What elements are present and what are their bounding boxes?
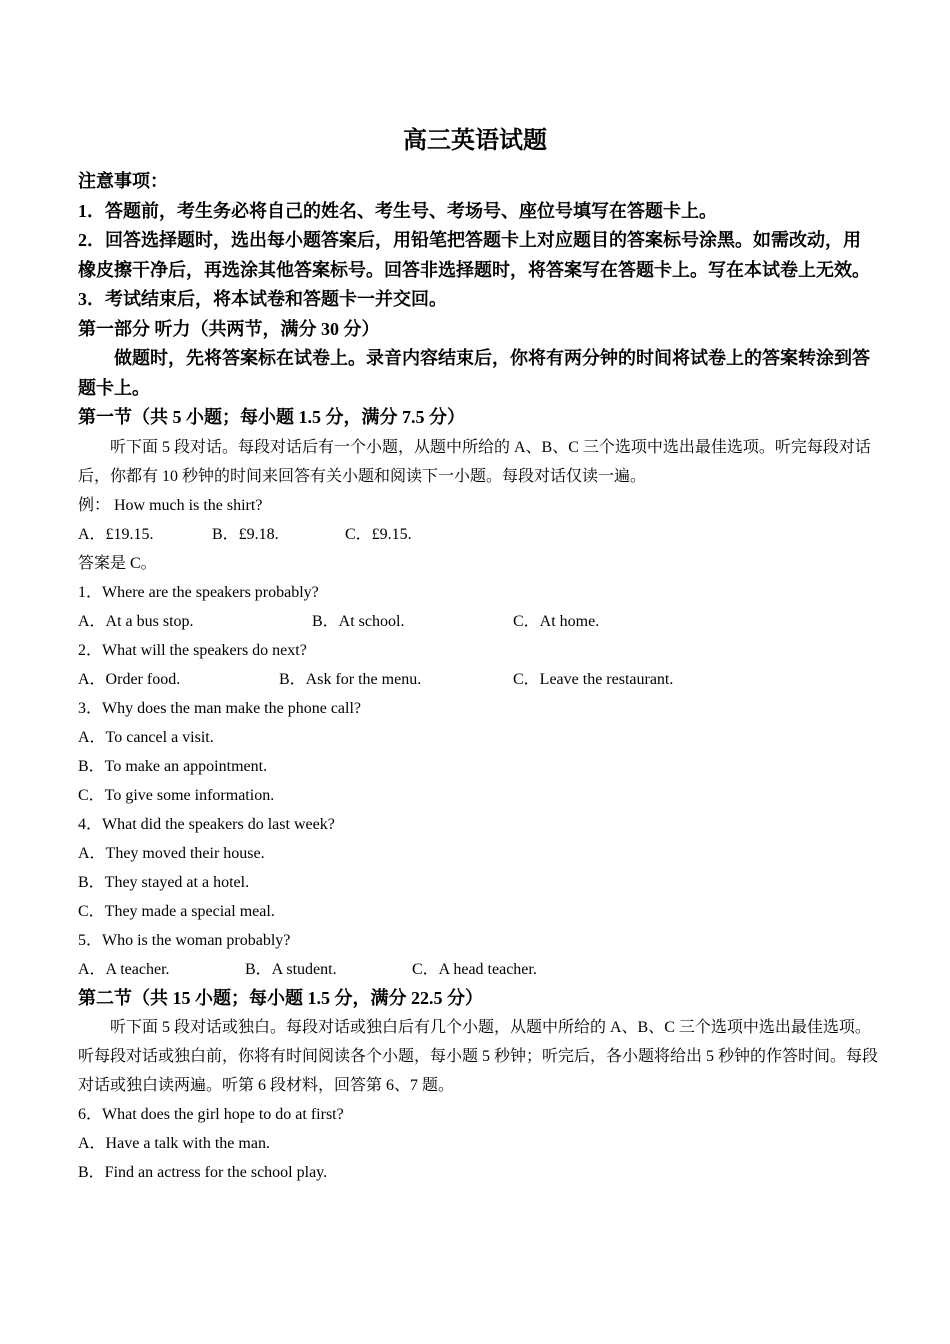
example-options bbox=[78, 520, 878, 549]
section1-instruction: 听下面 5 段对话。每段对话后有一个小题，从题中所给的 A、B、C 三个选项中选出最佳选项。听完每段对话后，你都有 10 秒钟的时间来回答有关小题和阅读下一小题。每段对话仅读一遍。 bbox=[78, 438, 871, 485]
option: C．A head teacher. bbox=[412, 960, 537, 978]
section2-instruction: 听下面 5 段对话或独白。每段对话或独白后有几个小题，从题中所给的 A、B、C 三个选项中选出最佳选项。听每段对话或独白前，你将有时间阅读各个小题，每小题 5 秒钟；听完后，各小题将给出 5 秒钟的作答时间。每段对话或独白读两遍。听第 6 段材料，回答第 6、7 题。 bbox=[78, 1019, 879, 1094]
question-stem: 1．Where are the speakers probably? bbox=[78, 583, 319, 601]
option: B．£9.18. bbox=[212, 525, 279, 543]
part1-heading: 第一部分 听力（共两节，满分 30 分） bbox=[78, 318, 380, 339]
notice-item: 2．回答选择题时，选出每小题答案后，用铅笔把答题卡上对应题目的答案标号涂黑。如需改动，用橡皮擦干净后，再选涂其他答案标号。回答非选择题时，将答案写在答题卡上。写在本试卷上无效。 bbox=[78, 230, 870, 280]
option: B．Ask for the menu. bbox=[279, 670, 422, 688]
option: B．A student. bbox=[245, 960, 337, 978]
option: A．A teacher. bbox=[78, 960, 170, 978]
section2-heading: 第二节（共 15 小题；每小题 1.5 分，满分 22.5 分） bbox=[78, 987, 483, 1008]
option: A．£19.15. bbox=[78, 525, 154, 543]
question-stem: 4．What did the speakers do last week? bbox=[78, 815, 335, 833]
question-stem: 6．What does the girl hope to do at first? bbox=[78, 1106, 344, 1123]
notice-item: 3．考试结束后，将本试卷和答题卡一并交回。 bbox=[78, 289, 447, 309]
page-title: 高三英语试题 bbox=[403, 128, 547, 154]
option: C．They made a special meal. bbox=[78, 902, 275, 920]
option: A．At a bus stop. bbox=[78, 612, 194, 630]
option: C．Leave the restaurant. bbox=[513, 670, 674, 688]
notice-heading: 注意事项： bbox=[78, 171, 168, 191]
option: C．To give some information. bbox=[78, 786, 275, 804]
option: B．They stayed at a hotel. bbox=[78, 873, 250, 891]
example-answer: 答案是 C。 bbox=[78, 554, 157, 572]
option: C．At home. bbox=[513, 612, 600, 630]
question-options bbox=[78, 665, 878, 694]
example-question: 例： How much is the shirt? bbox=[78, 496, 263, 514]
section1-heading: 第一节（共 5 小题；每小题 1.5 分，满分 7.5 分） bbox=[78, 407, 465, 427]
question-stem: 2．What will the speakers do next? bbox=[78, 641, 307, 659]
question-stem: 5．Who is the woman probably? bbox=[78, 931, 291, 949]
question-stem: 3．Why does the man make the phone call? bbox=[78, 699, 362, 717]
option: B．To make an appointment. bbox=[78, 757, 268, 775]
option: A．Have a talk with the man. bbox=[78, 1135, 270, 1152]
question-options bbox=[78, 955, 878, 984]
option: A．Order food. bbox=[78, 670, 181, 688]
option: B．Find an actress for the school play. bbox=[78, 1164, 328, 1181]
option: A．They moved their house. bbox=[78, 844, 265, 862]
notice-item: 1．答题前，考生务必将自己的姓名、考生号、考场号、座位号填写在答题卡上。 bbox=[78, 200, 717, 221]
option: C．£9.15. bbox=[345, 525, 412, 543]
exam-body bbox=[78, 167, 878, 1187]
question-options bbox=[78, 607, 878, 636]
option: A．To cancel a visit. bbox=[78, 728, 214, 746]
part1-instruction: 做题时，先将答案标在试卷上。录音内容结束后，你将有两分钟的时间将试卷上的答案转涂到答题卡上。 bbox=[78, 348, 870, 398]
option: B．At school. bbox=[312, 612, 405, 630]
